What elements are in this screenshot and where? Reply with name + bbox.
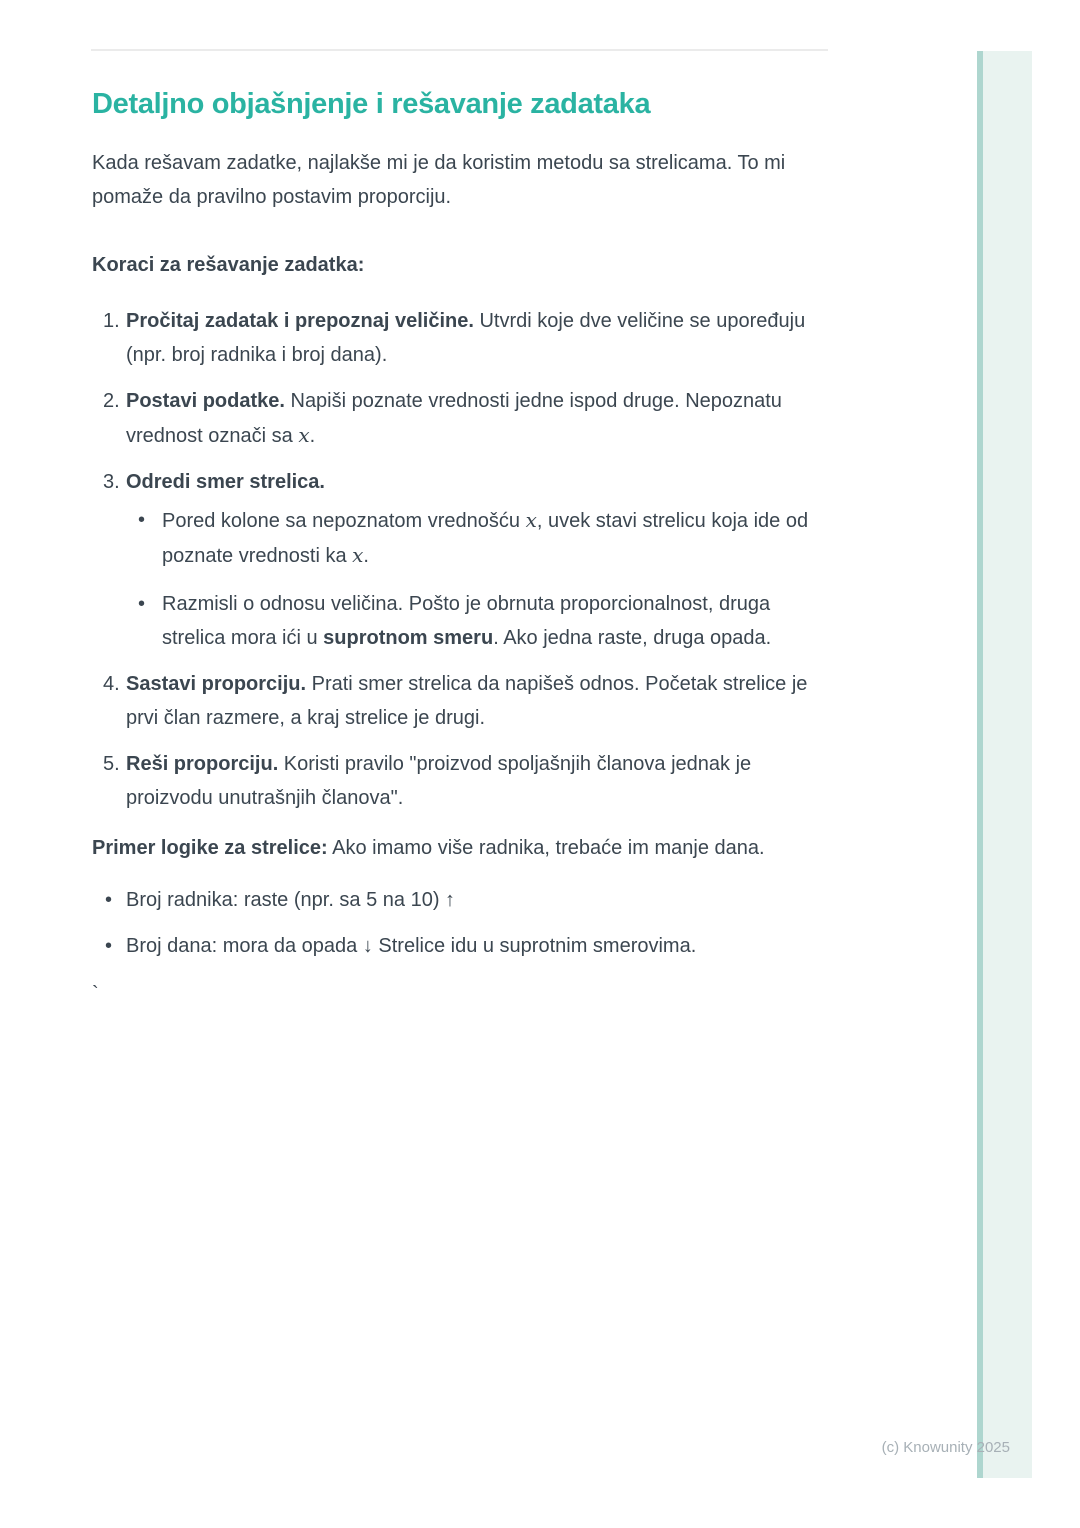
logic-bullet-list xyxy=(92,883,832,963)
bullet-icon: • xyxy=(105,889,113,911)
step-bold-lead: Reši proporciju. xyxy=(126,753,279,775)
step-bold-lead: Pročitaj zadatak i prepoznaj veličine. xyxy=(126,310,474,332)
primer-paragraph xyxy=(92,831,832,865)
logic-bullet-text: Broj radnika: raste (npr. sa 5 na 10) ↑ xyxy=(126,889,456,911)
step-text xyxy=(126,747,832,815)
step-item-5 xyxy=(92,747,832,815)
step-number: 3. xyxy=(103,471,120,493)
footer-copyright: (c) Knowunity 2025 xyxy=(881,1439,1010,1456)
step-item-3 xyxy=(92,465,832,655)
logic-bullet-item-1 xyxy=(92,883,832,917)
sub-text: . Ako jedna raste, druga opada. xyxy=(493,627,772,649)
sub-bullet-list xyxy=(126,503,832,655)
steps-section-title: Koraci za rešavanje zadatka: xyxy=(92,254,365,276)
sub-text: , uvek stavi strelicu koja ide od poznate vrednosti ka xyxy=(162,510,809,567)
step-bold-lead: Sastavi proporciju. xyxy=(126,673,307,695)
sidebar-accent-bar xyxy=(977,51,1032,1478)
bullet-icon: • xyxy=(105,935,113,957)
step-bold-lead: Postavi podatke. xyxy=(126,390,285,412)
step-item-2 xyxy=(92,384,832,453)
step-text xyxy=(126,384,832,453)
math-variable-x: x xyxy=(352,543,364,567)
logic-bullet-item-2 xyxy=(92,929,832,963)
sub-text: . xyxy=(363,545,369,567)
sub-bullet-text xyxy=(162,503,832,573)
sub-text-bold: suprotnom smeru xyxy=(323,627,494,649)
step-number: 2. xyxy=(103,390,120,412)
primer-text-rest: Ako imamo više radnika, trebaće im manje dana. xyxy=(327,837,765,859)
step-text xyxy=(126,667,832,735)
sub-text: Pored kolone sa nepoznatom vrednošću xyxy=(162,510,526,532)
step-text-rest: Utvrdi koje dve veličine se upoređuju (npr. broj radnika i broj dana). xyxy=(126,310,806,366)
step-number: 5. xyxy=(103,753,120,775)
sub-text: Razmisli o odnosu veličina. Pošto je obrnuta proporcionalnost, druga strelica mora ići u xyxy=(162,593,771,649)
step-text-rest: Napiši poznate vrednosti jedne ispod druge. Nepoznatu vrednost označi sa xyxy=(126,390,782,447)
step-item-1 xyxy=(92,304,832,372)
document-content xyxy=(92,84,832,1011)
step-item-4 xyxy=(92,667,832,735)
step-number: 4. xyxy=(103,673,120,695)
step-text xyxy=(126,304,832,372)
step-bold-lead: Odredi smer strelica. xyxy=(126,471,325,493)
step-text-rest: Prati smer strelica da napišeš odnos. Početak strelice je prvi član razmere, a kraj strelice je drugi. xyxy=(126,673,808,729)
sub-bullet-text xyxy=(162,587,832,655)
page-title: Detaljno objašnjenje i rešavanje zadataka xyxy=(92,88,651,120)
step-text-end: . xyxy=(309,425,316,447)
sub-bullet-item-2 xyxy=(138,587,832,655)
logic-bullet-text: Broj dana: mora da opada ↓ Strelice idu u suprotnim smerovima. xyxy=(126,935,697,957)
intro-paragraph: Kada rešavam zadatke, najlakše mi je da koristim metodu sa strelicama. To mi pomaže da pravilno postavim proporciju. xyxy=(92,152,786,208)
stray-backtick-char: ` xyxy=(92,983,99,1005)
bullet-icon: • xyxy=(138,593,146,615)
step-text xyxy=(126,465,832,655)
top-divider xyxy=(91,49,828,51)
steps-list xyxy=(92,304,832,815)
step-number: 1. xyxy=(103,310,120,332)
math-variable-x: x xyxy=(525,508,537,532)
math-variable-x: x xyxy=(298,423,310,447)
bullet-icon: • xyxy=(138,509,146,531)
primer-bold-lead: Primer logike za strelice: xyxy=(92,837,328,859)
step-text-rest: Koristi pravilo "proizvod spoljašnjih članova jednak je proizvodu unutrašnjih članova". xyxy=(126,753,752,809)
sub-bullet-item-1 xyxy=(138,503,832,573)
